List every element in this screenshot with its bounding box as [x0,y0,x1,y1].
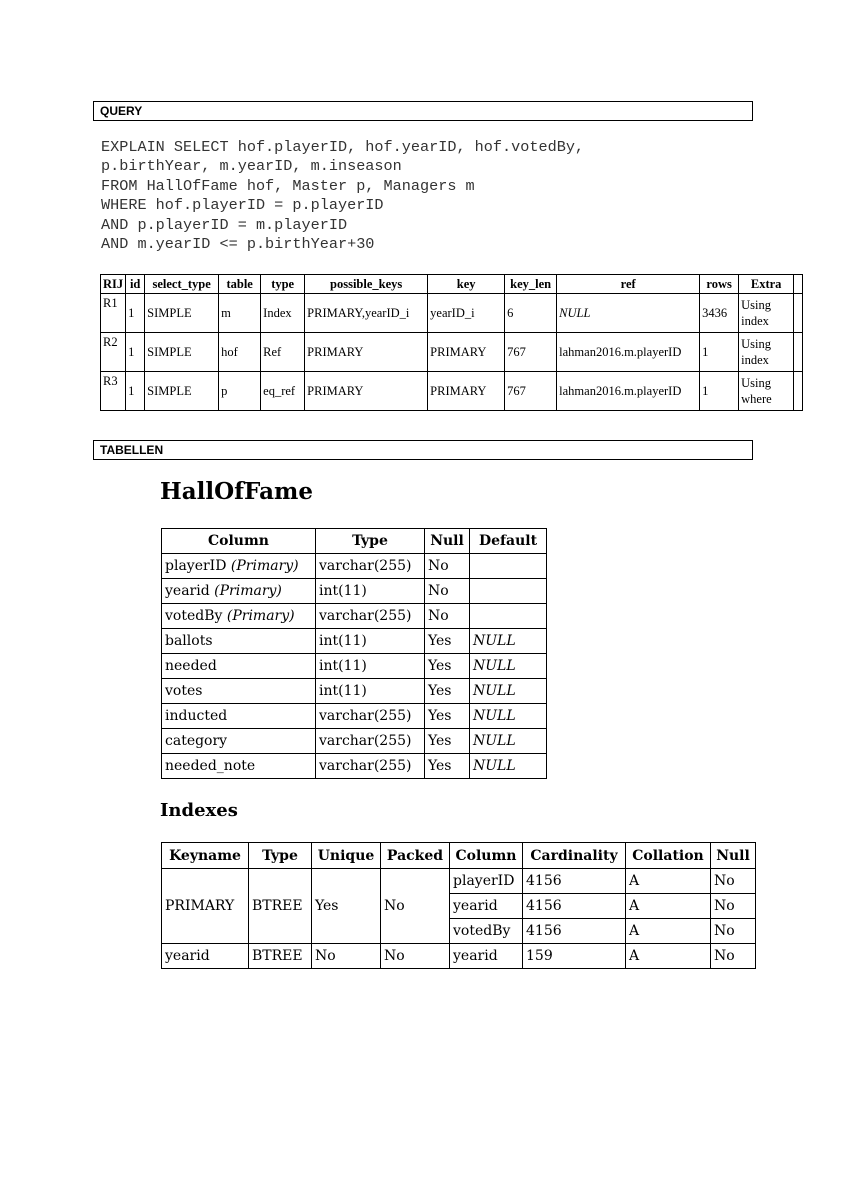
cell-select-type: SIMPLE [145,333,219,372]
cell-cardinality: 4156 [523,919,626,944]
indexes-table [161,842,756,969]
table-row [162,869,756,894]
cell-type: Ref [261,333,305,372]
col-header: ref [557,275,700,294]
column-name: votedBy [165,608,223,624]
table-row [162,654,547,679]
table-row [162,704,547,729]
cell-possible-keys: PRIMARY,yearID_i [305,294,428,333]
cell-key: yearID_i [428,294,505,333]
cell-possible-keys: PRIMARY [305,333,428,372]
section-header-tabellen: TABELLEN [93,440,753,460]
cell-column [162,554,316,579]
query-line: EXPLAIN SELECT hof.playerID, hof.yearID, hof.votedBy, [101,138,585,156]
cell-null: Yes [425,729,470,754]
cell-null: Yes [425,629,470,654]
cell-keyname: yearid [162,944,249,969]
col-header: Unique [312,843,381,869]
table-row [162,554,547,579]
cell-type: varchar(255) [316,604,425,629]
table-row [162,944,756,969]
cell-column: needed [162,654,316,679]
cell-column: needed_note [162,754,316,779]
cell-type: BTREE [249,869,312,944]
cell-column: yearid [450,894,523,919]
col-header: table [219,275,261,294]
cell-extra: Using index [739,294,794,333]
cell-null: No [711,894,756,919]
explain-table [100,274,803,411]
cell-type: eq_ref [261,372,305,411]
cell-type: int(11) [316,679,425,704]
cell-null: No [425,604,470,629]
table-row [162,754,547,779]
cell-null: No [711,944,756,969]
cell-packed: No [381,944,450,969]
cell-collation: A [626,894,711,919]
cell-column [162,604,316,629]
cell-null: Yes [425,704,470,729]
col-header: Column [450,843,523,869]
cell-type: varchar(255) [316,754,425,779]
query-line: AND p.playerID = m.playerID [101,215,348,234]
cell-default: NULL [470,654,547,679]
cell-table: hof [219,333,261,372]
cell-unique: No [312,944,381,969]
col-header: rows [700,275,739,294]
col-header: Null [425,529,470,554]
cell-possible-keys: PRIMARY [305,372,428,411]
explain-header-row [101,275,803,294]
cell-rows: 3436 [700,294,739,333]
cell-ref: NULL [557,294,700,333]
cell-empty [794,372,803,411]
table-title: HallOfFame [160,478,313,505]
col-header: possible_keys [305,275,428,294]
cell-key: PRIMARY [428,333,505,372]
cell-collation: A [626,869,711,894]
col-header: Column [162,529,316,554]
col-header: Extra [739,275,794,294]
cell-id: 1 [126,294,145,333]
cell-key: PRIMARY [428,372,505,411]
primary-label: (Primary) [226,608,295,624]
cell-null: No [425,554,470,579]
cell-ref: lahman2016.m.playerID [557,333,700,372]
cell-default: NULL [470,679,547,704]
col-header: Default [470,529,547,554]
cell-unique: Yes [312,869,381,944]
cell-packed: No [381,869,450,944]
col-header: key [428,275,505,294]
query-line: AND m.yearID <= p.birthYear+30 [101,235,375,254]
cell-rij: R1 [101,294,126,333]
explain-row [101,294,803,333]
cell-column: ballots [162,629,316,654]
cell-empty [794,294,803,333]
table-row [162,579,547,604]
cell-null: No [711,919,756,944]
cell-type: varchar(255) [316,704,425,729]
col-header: Collation [626,843,711,869]
column-name: yearid [165,583,210,599]
cell-extra: Using index [739,333,794,372]
query-text [101,138,584,254]
col-header: key_len [505,275,557,294]
cell-null: Yes [425,754,470,779]
cell-default: NULL [470,729,547,754]
cell-extra: Using where [739,372,794,411]
table-row [162,604,547,629]
cell-type: Index [261,294,305,333]
primary-label: (Primary) [214,583,282,599]
cell-column: inducted [162,704,316,729]
cell-column [162,579,316,604]
query-line: FROM HallOfFame hof, Master p, Managers m [101,176,475,195]
cell-type: int(11) [316,654,425,679]
cell-id: 1 [126,333,145,372]
col-header: select_type [145,275,219,294]
cell-rows: 1 [700,372,739,411]
cell-collation: A [626,944,711,969]
cell-null: Yes [425,679,470,704]
cell-default: NULL [470,754,547,779]
cols-header-row [162,529,547,554]
col-header: Type [249,843,312,869]
cell-default [470,554,547,579]
table-row [162,729,547,754]
cell-type: int(11) [316,579,425,604]
explain-row [101,333,803,372]
cell-column: category [162,729,316,754]
cell-type: int(11) [316,629,425,654]
cell-key-len: 6 [505,294,557,333]
cell-cardinality: 159 [523,944,626,969]
hof-columns-table [161,528,547,779]
col-header: RIJ [101,275,126,294]
cell-column: votedBy [450,919,523,944]
cell-table: p [219,372,261,411]
cell-ref: lahman2016.m.playerID [557,372,700,411]
table-row [162,679,547,704]
col-header: type [261,275,305,294]
explain-row [101,372,803,411]
col-header: Null [711,843,756,869]
cell-rij: R2 [101,333,126,372]
cell-keyname: PRIMARY [162,869,249,944]
col-header: Type [316,529,425,554]
cell-default [470,604,547,629]
idx-header-row [162,843,756,869]
cell-select-type: SIMPLE [145,294,219,333]
cell-id: 1 [126,372,145,411]
cell-rij: R3 [101,372,126,411]
cell-default: NULL [470,704,547,729]
cell-table: m [219,294,261,333]
cell-type: varchar(255) [316,729,425,754]
cell-column: votes [162,679,316,704]
cell-type: varchar(255) [316,554,425,579]
cell-empty [794,333,803,372]
cell-column: yearid [450,944,523,969]
section-header-query: QUERY [93,101,753,121]
cell-null: No [711,869,756,894]
cell-cardinality: 4156 [523,869,626,894]
cell-default [470,579,547,604]
cell-rows: 1 [700,333,739,372]
col-header: Cardinality [523,843,626,869]
cell-null: No [425,579,470,604]
col-header: Keyname [162,843,249,869]
cell-collation: A [626,919,711,944]
column-name: playerID [165,558,227,574]
cell-select-type: SIMPLE [145,372,219,411]
primary-label: (Primary) [230,558,299,574]
col-header-empty [794,275,803,294]
col-header: Packed [381,843,450,869]
query-line: WHERE hof.playerID = p.playerID [101,196,384,215]
table-row [162,629,547,654]
col-header: id [126,275,145,294]
query-line: p.birthYear, m.yearID, m.inseason [101,157,402,176]
indexes-title: Indexes [160,800,238,821]
cell-key-len: 767 [505,372,557,411]
cell-default: NULL [470,629,547,654]
cell-cardinality: 4156 [523,894,626,919]
cell-column: playerID [450,869,523,894]
cell-null: Yes [425,654,470,679]
cell-type: BTREE [249,944,312,969]
cell-key-len: 767 [505,333,557,372]
